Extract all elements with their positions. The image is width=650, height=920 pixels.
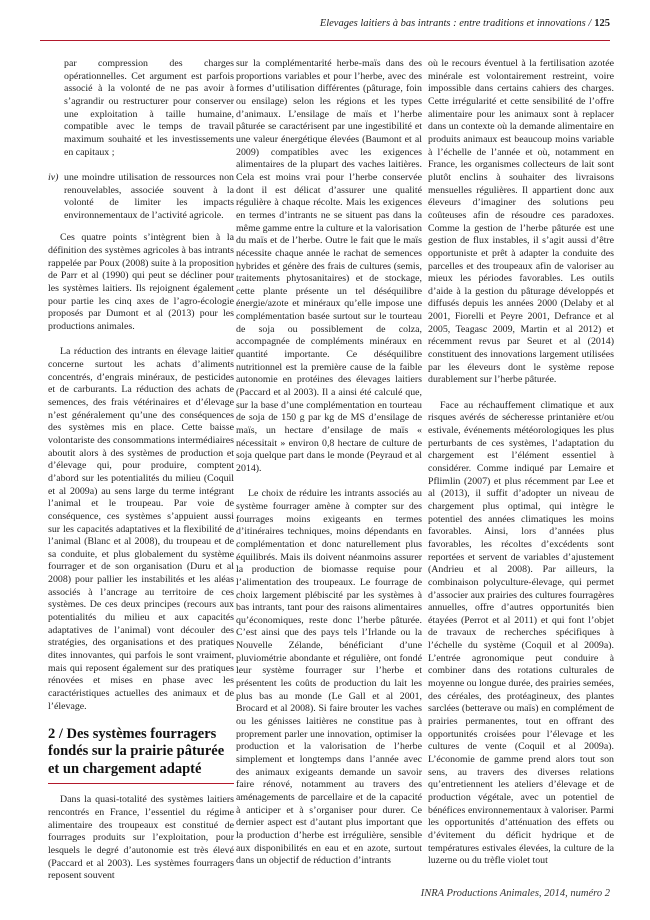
- column-1: [48, 58, 234, 896]
- column-3: [428, 58, 614, 881]
- paragraph: Dans la quasi-totalité des systèmes laitiers rencontrés en France, l’essentiel du régime alimentaire des troupeaux est constitué de fourrages produits sur l’exploitation, pour lesquels le degré d’autonomie est très élevé (Paccard et al 2003). Les systèmes fourragers reposent souvent: [48, 794, 234, 882]
- section-heading: 2 / Des systèmes fourragers fondés sur la prairie pâturée et un chargement adapté: [48, 725, 225, 777]
- paragraph: Face au réchauffement climatique et aux risques avérés de sécheresse printanière et/ou estivale, événements météorologiques les plus perturbants de ces systèmes, l’adaptation du chargement est l’élément essentiel à considérer. Comme indiqué par Lemaire et Pflimlin (2007) et plus récemment par Lee et al (2013), il suffit d’adopter un niveau de chargement plus optimal, qui intègre le potentiel des années climatiques les moins favorables. Ainsi, lors d’années plus favorables, les récoltes d’excédents sont reportées et servent de variables d’ajustement (Andrieu et al 2008). Par ailleurs, la combinaison polyculture-élevage, qui permet d’associer aux prairies des cultures fourragères annuelles, offre d’autres opportunités bien étayées (Perrot et al 2011) et qui font l’objet de travaux de recherches spécifiques à l’échelle du système (Coquil et al 2009a). L’entrée agronomique peut conduire à combiner dans des rotations culturales de moyenne ou longue durée, des prairies semées, des céréales, des protéagineux, des plantes sarclées (betterave ou maïs) en complément de prairies permanentes, tout en offrant des opportunités croisées pour l’élevage et les cultures de vente (Coquil et al 2009a). L’économie de gamme prend alors tout son sens, au travers des diverses relations qu’entretiennent les ateliers d’élevage et de production végétale, avec un potentiel de bénéfices environnementaux à valoriser. Parmi les opportunités d’atténuation des effets ou d’évitement du déficit hydrique et de températures estivales élevées, la culture de la luzerne ou du trèfle violet tout: [428, 399, 614, 867]
- page-number: 125: [594, 18, 610, 29]
- section-divider: [48, 783, 234, 784]
- list-item-label: iv): [48, 171, 59, 183]
- running-title: Elevages laitiers à bas intrants : entre traditions et innovations /: [319, 18, 592, 29]
- paragraph: Le choix de réduire les intrants associés au système fourrager amène à compter sur des fourrages moins exigeants en termes d’itinéraires techniques, moins dépendants en complémentation et donc naturellement plus équilibrés. Mais ils doivent néanmoins assurer la production de biomasse requise pour l’alimentation des troupeaux. Le fourrage de choix largement plébiscité par les systèmes à bas intrants, tant pour des raisons alimentaires qu’économiques, reste donc l’herbe pâturée. C’est ainsi que des pays tels l’Irlande ou la Nouvelle Zélande, bénéficiant d’une pluviométrie abondante et régulière, ont fondé leur système fourrager sur l’herbe et présentent les coûts de production du lait les plus bas au monde (Le Gall et al 2001, Brocard et al 2008). Si faire brouter les vaches ou les génisses laitières ne constitue pas à proprement parler une innovation, optimiser la production et la valorisation de l’herbe simplement et longtemps dans l’année avec des animaux exigeants demande un savoir faire rénové, notamment au travers des aménagements de parcellaire et de la capacité à anticiper et à s’organiser pour durer. Ce dernier aspect est d’autant plus important que la production d’herbe est irrégulière, sensible aux disponibilités en eau et en azote, surtout dans un objectif de réduction d’intrants: [236, 488, 422, 867]
- column-2: [236, 58, 422, 881]
- paragraph-continued: sur la complémentarité herbe-maïs dans des proportions variables et pour l’herbe, avec des formes d’utilisation différentes (pâturage, foin ou ensilage) selon les régions et les types d’animaux. L’ensilage de maïs et l’herbe pâturée se caractérisent par une ingestibilité et une valeur énergétique élevées (Baumont et al 2009) compatibles avec les exigences alimentaires de la plupart des vaches laitières. Cela est moins vrai pour l’herbe conservée dont il est délicat d’assurer une qualité régulière à chaque récolte. Mais les exigences en termes d’intrants ne se situent pas dans la même gamme entre la culture et la valorisation du maïs et de l’herbe. Outre le fait que le maïs nécessite chaque année le rachat de semences hybrides et génère des frais de cultures (semis, traitements phytosanitaires) et de stockage, cette plante présente un tel déséquilibre énergie/azote et minéraux qu’elle impose une complémentation basée surtout sur le tourteau de soja ou possiblement de colza, accompagnée de compléments minéraux en quantité importante. Ce déséquilibre nutritionnel est la première cause de la faible autonomie en protéines des élevages laitiers (Paccard et al 2003). Il a ainsi été calculé que, sur la base d’une complémentation en tourteau de soja de 150 g par kg de MS d’ensilage de maïs, un hectare d’ensilage de maïs « nécessitait » environ 0,8 hectare de culture de soja quelque part dans le monde (Peyraud et al 2014).: [236, 58, 422, 474]
- paragraph-continued: par compression des charges opérationnelles. Cet argument est parfois associé à la volonté de ne pas avoir à s’agrandir ou restructurer pour conserver une exploitation à taille humaine, compatible avec le temps de travail maximum souhaité et les investissements en capitaux ;: [64, 58, 234, 158]
- paragraph: Ces quatre points s’intègrent bien à la définition des systèmes agricoles à bas intrants rappelée par Poux (2008) suite à la proposition de Parr et al (1990) qui peut se décliner pour les systèmes laitiers. Ils rejoignent également pour partie les cinq axes de l’agro-écologie proposés par Dumont et al (2013) pour les productions animales.: [48, 232, 234, 333]
- list-item-text: une moindre utilisation de ressources non renouvelables, associée souvent à la volonté de limiter les impacts environnementaux de l’activité agricole.: [64, 171, 234, 221]
- paragraph-continued: où le recours éventuel à la fertilisation azotée minérale est volontairement restreint, voire impossible dans certains cahiers des charges. Cette irrégularité et cette sensibilité de l’offre alimentaire pour les animaux sont à replacer dans un contexte où la demande alimentaire en produits animaux est beaucoup moins variable à l’échelle de l’année et où, notamment en France, les organismes collecteurs de lait sont plutôt enclins à souhaiter des livraisons mensuelles régulières. Il appartient donc aux éleveurs d’imaginer des solutions peu coûteuses afin de résoudre ces paradoxes. Comme la gestion de l’herbe pâturée est une gestion de flux instables, il s’agit aussi d’être opportuniste et prêt à adapter la conduite des parcelles et des troupeaux afin de valoriser au mieux les périodes favorables. Les outils d’aide à la gestion du pâturage développés et diffusés depuis les années 2000 (Delaby et al 2001, Fiorelli et Peyre 2001, Defrance et al 2005, Teagasc 2009, Martin et al 2012) et récemment revus par Seuret et al (2014) constituent des innovations largement utilisées par les éleveurs dont le système repose durablement sur l’herbe pâturée.: [428, 58, 614, 386]
- journal-footer: INRA Productions Animales, 2014, numéro 2: [420, 888, 610, 899]
- list-item-iv: [48, 172, 234, 223]
- paragraph: La réduction des intrants en élevage laitier concerne surtout les achats d’aliments concentrés, d’engrais minéraux, de pesticides et de carburants. La réduction des achats de semences, des frais vétérinaires et d’élevage n’est généralement qu’une des conséquences des systèmes mis en place. Cette baisse volontariste des consommations intermédiaires aboutit alors à des systèmes de production et d’élevage qui, pour produire, comptent d’abord sur les potentialités du milieu (Coquil et al 2009a) au sens large du terme intégrant l’animal et le troupeau. Par voie de conséquence, ces systèmes s’appuient aussi sur les capacités adaptatives et la flexibilité de l’animal (Blanc et al 2008), du troupeau et de sa conduite, et plus globalement du système fourrager et de son organisation (Duru et al 2008) pour pallier les instabilités et les aléas associés à l’ancrage au territoire de ces systèmes. De ces deux principes (recours aux potentialités du milieu et aux capacités adaptatives de l’animal) vont découler des stratégies, des organisations et des pratiques dites innovantes, qui parfois le sont vraiment, mais qui reposent également sur des pratiques rénovées et mises en phase avec les caractéristiques actuelles des animaux et de l’élevage.: [48, 346, 234, 712]
- running-header: [40, 18, 610, 41]
